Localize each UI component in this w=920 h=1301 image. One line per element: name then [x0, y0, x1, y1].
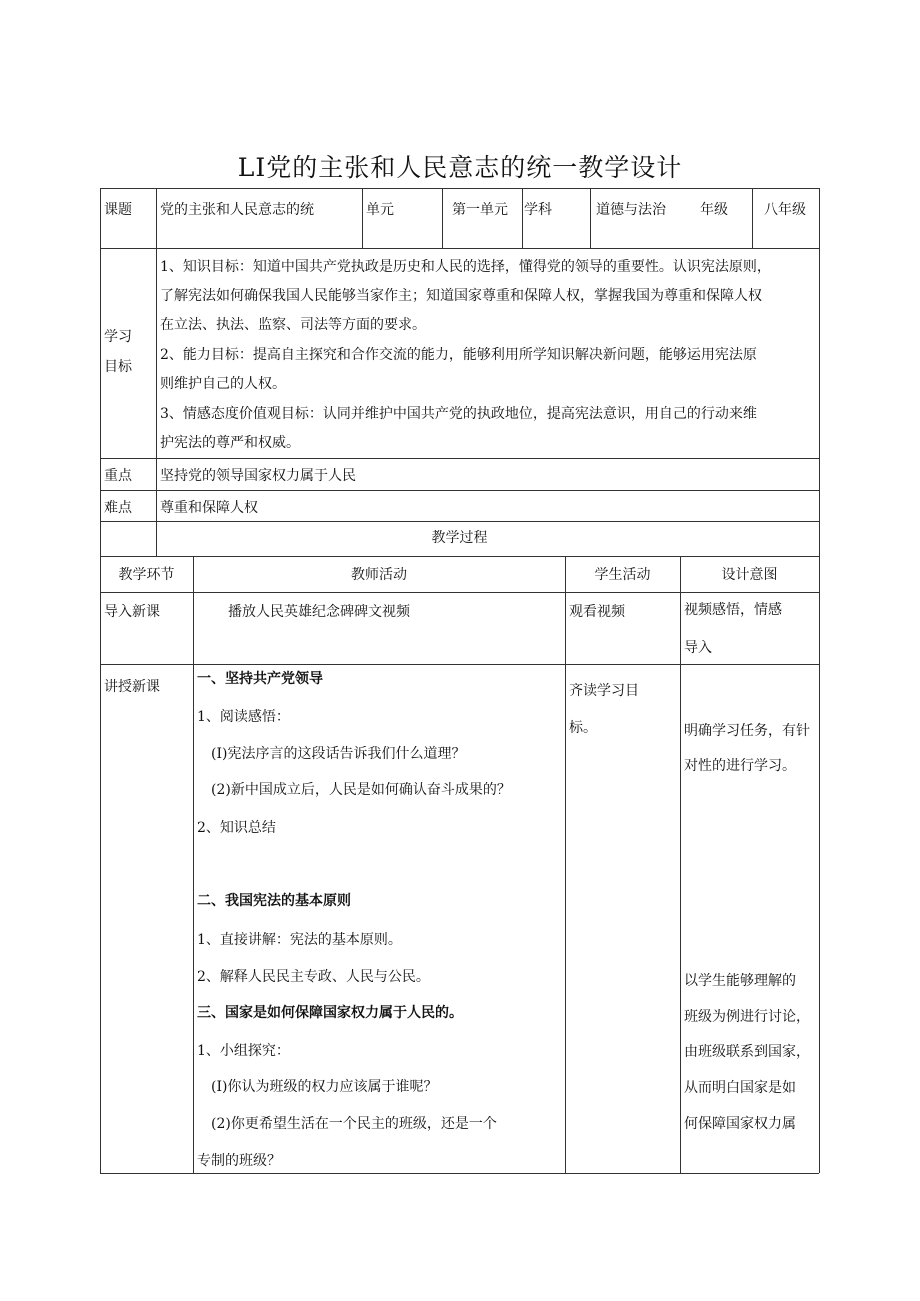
- table-border-bottom: [100, 1173, 819, 1174]
- unit-value: 第一单元: [452, 202, 508, 218]
- intro-intent: 视频感悟，情感: [684, 602, 782, 618]
- objectives-line: 了解宪法如何确保我国人民能够当家作主；知道国家尊重和保障人权，掌握我国为尊重和保障人权: [160, 288, 762, 304]
- col-divider: [565, 556, 566, 1173]
- column-header: 学生活动: [594, 567, 651, 583]
- col-divider: [156, 188, 157, 556]
- document-title: LI党的主张和人民意志的统一教学设计: [237, 153, 683, 182]
- teacher-question: (I)宪法序言的这段话告诉我们什么道理？: [211, 746, 466, 762]
- row-divider-header: [100, 248, 819, 249]
- unit-label: 单元: [366, 202, 394, 218]
- objectives-line: 3、情感态度价值观目标：认同并维护中国共产党的执政地位，提高宪法意识，用自己的行动来维: [160, 406, 757, 422]
- objectives-line: 在立法、执法、监察、司法等方面的要求。: [160, 317, 426, 333]
- lecture-intent: 班级为例进行讨论，: [684, 1009, 810, 1025]
- lecture-stage: 讲授新课: [104, 679, 160, 695]
- objectives-fulltext: [0, 0, 1, 1]
- row-divider-process-heading: [100, 556, 819, 557]
- lecture-intent: 何保障国家权力属: [684, 1116, 796, 1132]
- lecture-intent: 明确学习任务，有针: [684, 723, 810, 739]
- column-header: 教师活动: [351, 567, 407, 583]
- col-divider: [680, 556, 681, 1173]
- teacher-item: 2、解释人民民主专政、人民与公民。: [197, 969, 430, 985]
- intro-intent: 导入: [684, 640, 712, 656]
- table-border-top: [100, 188, 819, 189]
- row-divider-intro: [100, 664, 819, 665]
- grade-label: 年级: [700, 202, 728, 218]
- teacher-item: 1、小组探究：: [197, 1043, 290, 1059]
- process-heading: 教学过程: [431, 530, 488, 546]
- col-divider: [442, 188, 443, 248]
- key-point-value: 坚持党的领导国家权力属于人民: [160, 468, 356, 484]
- intro-stage: 导入新课: [104, 604, 160, 620]
- teacher-item: 1、阅读感悟：: [197, 709, 290, 725]
- objectives-line: 护宪法的尊严和权威。: [160, 435, 300, 451]
- section-title: 二、我国宪法的基本原则: [197, 893, 351, 909]
- subject-value: 道德与法治: [596, 202, 666, 218]
- row-divider-keypoint: [100, 490, 819, 491]
- teacher-question: (I)你认为班级的权力应该属于谁呢？: [211, 1079, 438, 1095]
- row-divider-columns: [100, 592, 819, 593]
- objectives-line: 2、能力目标：提高自主探究和合作交流的能力，能够利用所学知识解决新问题，能够运用宪法原: [160, 347, 757, 363]
- key-point-label: 重点: [104, 468, 132, 484]
- teacher-item: 1、直接讲解：宪法的基本原则。: [197, 932, 402, 948]
- col-divider: [752, 188, 753, 248]
- column-header: 设计意图: [721, 567, 778, 583]
- col-divider: [362, 188, 363, 248]
- row-divider-difficulty: [100, 521, 819, 522]
- col-divider: [522, 188, 523, 248]
- section-title: 一、坚持共产党领导: [197, 671, 323, 687]
- objectives-label: 目标: [104, 359, 132, 375]
- subject-label: 学科: [524, 202, 552, 218]
- lecture-student: 标。: [569, 720, 597, 736]
- teacher-question: (2)新中国成立后，人民是如何确认奋斗成果的？: [211, 782, 511, 798]
- intro-student: 观看视频: [569, 604, 625, 620]
- teacher-question: 专制的班级？: [197, 1153, 281, 1169]
- column-header: 教学环节: [118, 567, 175, 583]
- row-divider-objectives: [100, 458, 819, 459]
- col-divider: [193, 556, 194, 1173]
- table-border-right: [819, 188, 820, 1173]
- lecture-intent: 由班级联系到国家，: [684, 1044, 810, 1060]
- lesson-label: 课题: [104, 202, 132, 218]
- teacher-item: 2、知识总结: [197, 820, 276, 836]
- objectives-line: 1、知识目标：知道中国共产党执政是历史和人民的选择，懂得党的领导的重要性。认识宪法原则，: [160, 259, 771, 275]
- col-divider: [590, 188, 591, 248]
- lecture-student: 齐读学习目: [569, 683, 639, 699]
- objectives-label: 学习: [104, 329, 132, 345]
- grade-value: 八年级: [764, 202, 806, 218]
- teacher-question: (2)你更希望生活在一个民主的班级，还是一个: [211, 1116, 497, 1132]
- lecture-intent: 从而明白国家是如: [684, 1080, 796, 1096]
- difficulty-value: 尊重和保障人权: [160, 500, 258, 516]
- lecture-intent: 对性的进行学习。: [684, 758, 796, 774]
- section-title: 三、国家是如何保障国家权力属于人民的。: [197, 1005, 463, 1021]
- lesson-value: 党的主张和人民意志的统: [160, 202, 314, 218]
- objectives-line: 则维护自己的人权。: [160, 376, 286, 392]
- table-border-left: [100, 188, 101, 1173]
- intro-teacher: 播放人民英雄纪念碑碑文视频: [228, 604, 410, 620]
- lecture-intent: 以学生能够理解的: [684, 973, 796, 989]
- difficulty-label: 难点: [104, 500, 132, 516]
